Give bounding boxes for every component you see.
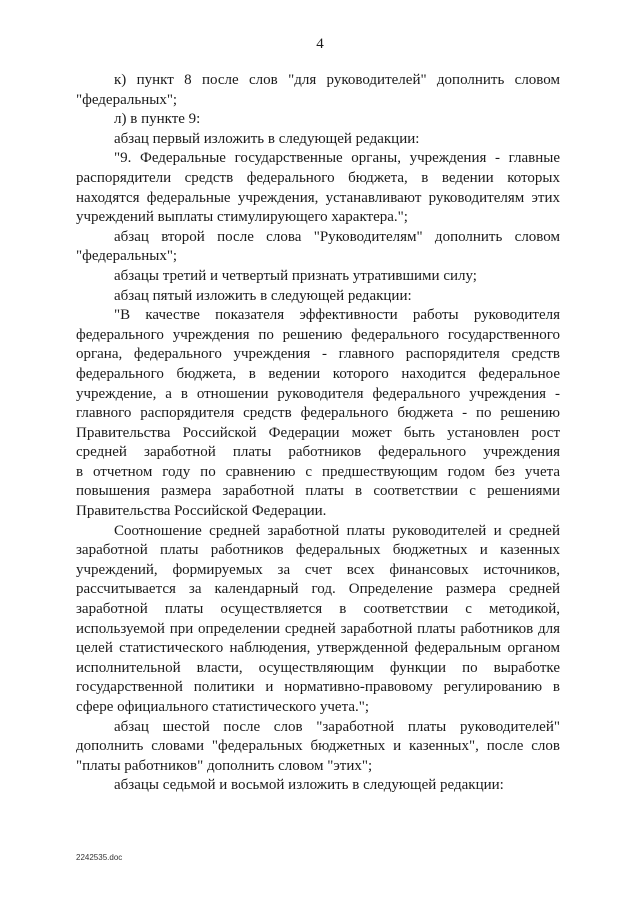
text-line: дополнить словами "федеральных бюджетных и казенных", после слов [76, 738, 560, 755]
text-line: федерального бюджета, в ведении которого находится федеральное [76, 365, 560, 382]
text-line: "федеральных"; [76, 91, 178, 108]
text-line: органа, федерального учреждения - главного распорядителя средств [76, 346, 560, 363]
text-line: "В качестве показателя эффективности работы руководителя [114, 307, 560, 324]
document-body [76, 71, 560, 796]
text-line: используемой при определении средней заработной платы работников для [76, 620, 560, 637]
text-line: Соотношение средней заработной платы руководителей и средней [114, 522, 560, 539]
paragraph [76, 776, 560, 796]
text-line: абзац пятый изложить в следующей редакции: [114, 287, 412, 304]
file-name-footer: 2242535.doc [76, 853, 123, 862]
text-line: распорядители средств федерального бюджета, в ведении которых [76, 169, 560, 186]
text-line: учреждений выплаты стимулирующего характера."; [76, 209, 408, 226]
text-line: целей статистического наблюдения, утвержденной федеральным органом [76, 640, 560, 657]
paragraph [76, 110, 560, 130]
text-line: государственной политики и нормативно-правовому регулированию в [76, 679, 560, 696]
text-line: сфере официального статистического учета."; [76, 699, 370, 715]
paragraph [76, 306, 560, 522]
text-line: Правительства Российской Федерации. [76, 503, 327, 520]
text-line: рассчитывается за календарный год. Определение размера средней [76, 581, 560, 598]
text-line: абзац второй после слова "Руководителям" дополнить словом [114, 228, 560, 245]
paragraph [76, 130, 560, 150]
text-line: "9. Федеральные государственные органы, учреждения - главные [114, 150, 560, 167]
page-number: 4 [316, 36, 324, 52]
text-line: в отчетном году по сравнению с предшествующим годом без учета [76, 463, 560, 480]
text-line: абзацы третий и четвертый признать утратившими силу; [114, 267, 477, 284]
text-line: "платы работников" дополнить словом "этих"; [76, 757, 373, 774]
text-line: повышения размера заработной платы в соответствии с решениями [76, 483, 560, 500]
text-line: Правительства Российской Федерации может быть установлен рост [76, 424, 560, 441]
paragraph [76, 522, 560, 718]
text-line: "федеральных"; [76, 248, 178, 265]
text-line: главного распорядителя средств федерального бюджета - по решению [76, 405, 560, 422]
text-line: исполнительной власти, осуществляющим функции по выработке [76, 659, 560, 676]
text-line: учреждений, формируемых за счет всех финансовых источников, [76, 561, 560, 578]
text-line: учреждение, а в отношении руководителя федерального учреждения - [76, 385, 560, 402]
text-line: абзац первый изложить в следующей редакции: [114, 130, 420, 147]
paragraph [76, 718, 560, 777]
paragraph [76, 287, 560, 307]
paragraph [76, 71, 560, 110]
text-line: заработной платы работников федеральных бюджетных и казенных [76, 542, 560, 559]
text-line: к) пункт 8 после слов "для руководителей" дополнить словом [114, 72, 560, 88]
text-line: л) в пункте 9: [114, 111, 201, 128]
paragraph [76, 149, 560, 227]
paragraph [76, 267, 560, 287]
text-line: средней заработной платы работников федерального учреждения [76, 444, 560, 461]
paragraph [76, 228, 560, 267]
text-line: абзацы седьмой и восьмой изложить в следующей редакции: [114, 777, 504, 794]
text-line: абзац шестой после слов "заработной платы руководителей" [114, 718, 560, 735]
text-line: находятся федеральные учреждения, устанавливают руководителям этих [76, 189, 560, 206]
text-line: федерального учреждения по решению федерального государственного [76, 326, 560, 343]
text-line: заработной платы осуществляется в соответствии с методикой, [76, 601, 560, 618]
